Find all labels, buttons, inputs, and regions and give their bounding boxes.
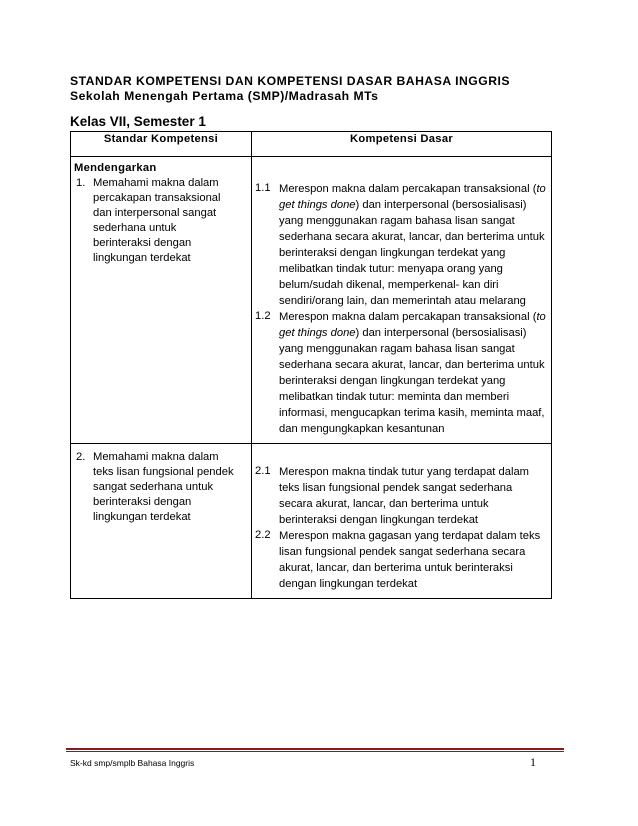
- sk-cell: [71, 444, 252, 599]
- sk-cell: [71, 157, 252, 444]
- page-number: 1: [530, 755, 536, 769]
- kd-number: 2.2: [255, 529, 271, 541]
- sk-item: [74, 176, 247, 266]
- kd-cell: [252, 157, 552, 444]
- footer-rule: [66, 748, 564, 750]
- section-label: Mendengarkan: [74, 162, 157, 174]
- table-header-row: [71, 132, 552, 157]
- kd-item: [255, 309, 547, 437]
- sk-number: 2.: [76, 451, 86, 463]
- kd-item: [255, 464, 547, 528]
- document-title: [70, 74, 510, 104]
- kd-text: Merespon makna tindak tutur yang terdapat dalam teks lisan fungsional pendek sangat sederhana secara akurat, lancar, dan berterima untuk berinteraksi dengan lingkungan terdekat: [279, 466, 529, 526]
- footer-rule-thin: [66, 751, 564, 752]
- table-row: [71, 157, 552, 444]
- sk-item: [74, 450, 247, 525]
- kd-text: [279, 181, 547, 309]
- footer-document-label: Sk-kd smp/smplb Bahasa Inggris: [70, 758, 195, 768]
- kd-text-part: ) dan interpersonal (bersosialisasi) yang menggunakan ragam bahasa lisan sangat sederhana secara akurat, lancar, dan berterima untuk berinteraksi dengan lingkungan terdekat yang melibatkan tindak tutur: menyapa orang yang belum/sudah dikenal, memperkenal- kan diri sendiri/orang lain, dan memerintah atau melarang: [279, 199, 545, 307]
- title-line-2: Sekolah Menengah Pertama (SMP)/Madrasah MTs: [70, 89, 379, 103]
- table-row: [71, 444, 552, 599]
- competency-table: [70, 131, 552, 599]
- kd-item: [255, 181, 547, 309]
- kd-text: Merespon makna gagasan yang terdapat dalam teks lisan fungsional pendek sangat sederhana secara akurat, lancar, dan berterima untuk berinteraksi dengan lingkungan terdekat: [279, 530, 541, 590]
- sk-number: 1.: [76, 177, 86, 189]
- kd-number: 1.1: [255, 182, 271, 194]
- kd-text-part: ) dan interpersonal (bersosialisasi) yang menggunakan ragam bahasa lisan sangat sederhana secara akurat, lancar, dan berterima untuk berinteraksi dengan lingkungan terdekat yang melibatkan tindak tutur: meminta dan memberi informasi, mengucapkan terima kasih, meminta maaf, dan mengungkapkan kesantunan: [279, 327, 545, 435]
- kd-text-italic: to get things done: [279, 311, 546, 339]
- header-standar-kompetensi: Standar Kompetensi: [71, 132, 252, 157]
- sk-text: Memahami makna dalam percakapan transaksional dan interpersonal sangat sederhana untuk berinteraksi dengan lingkungan terdekat: [93, 177, 221, 264]
- kd-number: 1.2: [255, 310, 271, 322]
- kd-text-italic: to get things done: [279, 183, 546, 211]
- class-semester-heading: Kelas VII, Semester 1: [70, 114, 206, 129]
- kd-text: [279, 309, 547, 437]
- header-kompetensi-dasar: Kompetensi Dasar: [252, 132, 552, 157]
- sk-text: Memahami makna dalam teks lisan fungsional pendek sangat sederhana untuk berinteraksi dengan lingkungan terdekat: [93, 451, 234, 523]
- kd-cell: [252, 444, 552, 599]
- kd-text-part: Merespon makna dalam percakapan transaksional (: [279, 311, 537, 323]
- title-line-1: STANDAR KOMPETENSI DAN KOMPETENSI DASAR BAHASA INGGRIS: [70, 74, 511, 88]
- kd-text-part: Merespon makna dalam percakapan transaksional (: [279, 183, 537, 195]
- kd-item: [255, 528, 547, 592]
- kd-number: 2.1: [255, 465, 271, 477]
